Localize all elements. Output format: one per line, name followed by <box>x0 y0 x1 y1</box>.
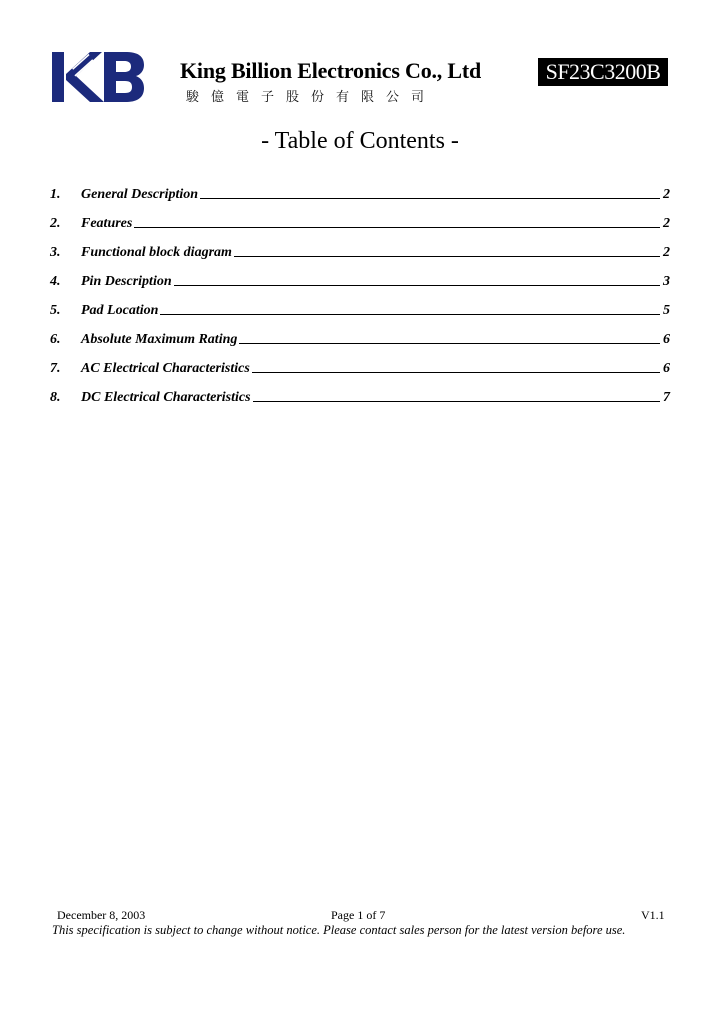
toc-entry-features[interactable] <box>50 203 670 232</box>
toc-page-number: 6 <box>663 361 670 376</box>
toc-number: 4. <box>50 274 61 289</box>
toc-number: 3. <box>50 245 61 260</box>
toc-leader-line <box>174 285 660 286</box>
toc-page-number: 3 <box>663 274 670 289</box>
toc-entry-pin-description[interactable] <box>50 261 670 290</box>
toc-number: 2. <box>50 216 61 231</box>
toc-number: 1. <box>50 187 61 202</box>
footer-version: V1.1 <box>641 908 665 922</box>
toc-entry-ac-electrical-characteristics[interactable] <box>50 348 670 377</box>
toc-leader-line <box>200 198 660 199</box>
company-name: King Billion Electronics Co., Ltd <box>180 58 482 83</box>
toc-entry-absolute-maximum-rating[interactable] <box>50 319 670 348</box>
toc-title: General Description <box>81 187 199 202</box>
toc-leader-line <box>239 343 660 344</box>
toc-entry-dc-electrical-characteristics[interactable] <box>50 377 670 406</box>
toc-title: Features <box>81 216 133 231</box>
footer-notice: This specification is subject to change without notice. Please contact sales person for the latest version before use. <box>52 923 626 937</box>
toc-title: Absolute Maximum Rating <box>81 332 238 347</box>
toc-leader-line <box>160 314 660 315</box>
footer-page-number: Page 1 of 7 <box>331 908 386 922</box>
toc-leader-line <box>134 227 660 228</box>
toc-page-number: 2 <box>663 187 670 202</box>
toc-number: 5. <box>50 303 61 318</box>
toc-page-number: 5 <box>663 303 670 318</box>
toc-entry-general-description[interactable] <box>50 174 670 203</box>
toc-number: 6. <box>50 332 61 347</box>
toc-leader-line <box>252 372 660 373</box>
company-name-chinese: 駿億電子股份有限公司 <box>186 89 437 104</box>
toc-title: Pad Location <box>81 303 159 318</box>
toc-page-number: 2 <box>663 245 670 260</box>
toc-number: 8. <box>50 390 61 405</box>
toc-number: 7. <box>50 361 61 376</box>
toc-page-number: 7 <box>663 390 670 405</box>
toc-leader-line <box>253 401 660 402</box>
toc-entry-functional-block-diagram[interactable] <box>50 232 670 261</box>
part-number-badge: SF23C3200B <box>538 58 668 86</box>
toc-page-number: 2 <box>663 216 670 231</box>
toc-leader-line <box>234 256 660 257</box>
footer-date: December 8, 2003 <box>57 908 146 922</box>
toc-entry-pad-location[interactable] <box>50 290 670 319</box>
toc-page-number: 6 <box>663 332 670 347</box>
toc-title: DC Electrical Characteristics <box>81 390 251 405</box>
kb-logo <box>52 52 144 102</box>
toc-title: Pin Description <box>81 274 172 289</box>
toc-title: AC Electrical Characteristics <box>81 361 250 376</box>
table-of-contents <box>50 174 670 406</box>
page-title: - Table of Contents - <box>261 128 459 154</box>
toc-title: Functional block diagram <box>81 245 232 260</box>
